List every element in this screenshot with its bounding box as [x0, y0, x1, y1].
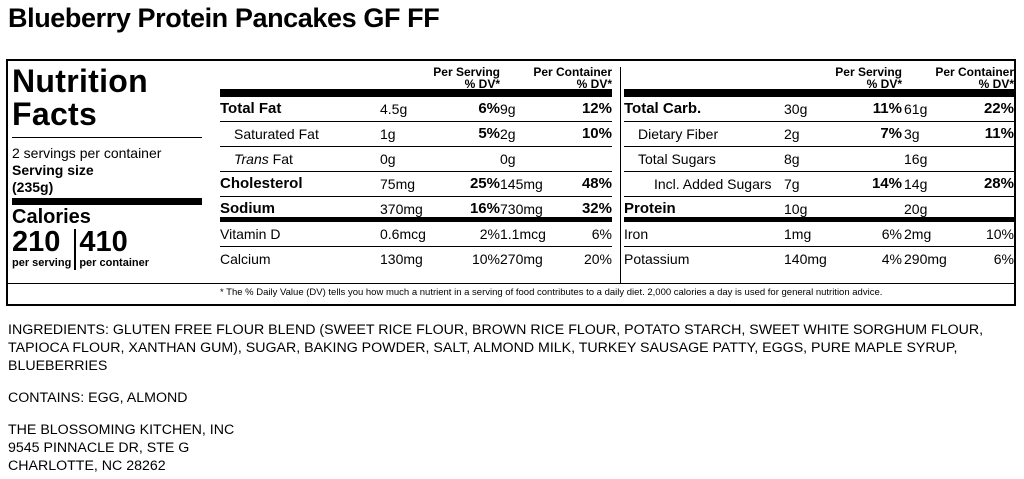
nutrition-facts-heading — [12, 65, 202, 131]
amount-per-container: 16g — [904, 151, 928, 167]
nutrient-name: Vitamin D — [220, 226, 281, 242]
dv-per-container: 6% — [591, 226, 612, 242]
amount-per-container: 270mg — [500, 251, 543, 267]
nutrient-row — [624, 197, 1014, 222]
dv-per-serving: 5% — [478, 125, 500, 142]
amount-per-serving: 10g — [784, 201, 808, 217]
nutrient-name: Trans Fat — [234, 151, 293, 167]
calories-per-container-col — [74, 226, 152, 270]
nutrient-row — [624, 247, 1014, 272]
nutrient-name: Dietary Fiber — [638, 126, 719, 142]
dv-per-serving: 14% — [871, 175, 902, 192]
calories-label: Calories — [12, 206, 91, 228]
amount-per-container: 1.1mcg — [500, 226, 546, 242]
dv-per-container: 22% — [983, 100, 1014, 117]
dv-per-container: 6% — [993, 251, 1014, 267]
nutrient-name: Sodium — [220, 200, 275, 217]
nutrient-row — [220, 247, 612, 272]
nutrient-row — [220, 222, 612, 247]
heading-line-1: Nutrition — [12, 63, 148, 99]
dv-per-container: 28% — [983, 175, 1014, 192]
address-line-1: 9545 PINNACLE DR, STE G — [8, 440, 190, 456]
allergen-statement: CONTAINS: EGG, ALMOND — [8, 390, 188, 406]
amount-per-container: 61g — [904, 101, 928, 117]
amount-per-serving: 30g — [784, 101, 808, 117]
nutrient-row — [624, 172, 1014, 197]
nutrient-row — [220, 197, 612, 222]
dv-per-container: 11% — [984, 125, 1014, 142]
nutrient-name: Total Carb. — [624, 100, 702, 117]
per-container-label: per container — [79, 257, 149, 269]
ingredients-text: INGREDIENTS: GLUTEN FREE FLOUR BLEND (SWEET RICE FLOUR, BROWN RICE FLOUR, POTATO STARCH, SWEET WHITE SORGHUM FLOUR, TAPIOCA FLOUR, XANTHAN GUM), SUGAR, BAKING POWDER, SALT, ALMOND MILK, TURKEY SAUSAGE PATTY, EGGS, PURE MAPLE SYRUP, BLUEBERRIES — [8, 322, 984, 374]
dv-per-serving: 25% — [469, 175, 500, 192]
dv-per-container: 32% — [581, 200, 612, 217]
amount-per-container: 14g — [904, 176, 928, 192]
product-title: Blueberry Protein Pancakes GF FF — [8, 3, 440, 33]
dv-per-serving: 6% — [478, 100, 500, 117]
amount-per-serving: 2g — [784, 126, 800, 142]
nutrient-row — [624, 122, 1014, 147]
divider-thick — [12, 198, 202, 205]
nutrient-name: Total Sugars — [638, 151, 716, 167]
amount-per-serving: 7g — [784, 176, 800, 192]
per-serving-label: per serving — [12, 257, 72, 269]
nutrient-table-right — [624, 66, 1014, 272]
servings-per-container: 2 servings per container — [12, 145, 162, 161]
serving-size-value: (235g) — [12, 179, 54, 195]
amount-per-container: 0g — [500, 151, 516, 167]
dv-per-container: 12% — [581, 100, 612, 117]
amount-per-serving: 8g — [784, 151, 800, 167]
nutrient-name: Incl. Added Sugars — [654, 176, 772, 192]
amount-per-serving: 370mg — [380, 201, 423, 217]
nutrition-label — [6, 59, 1016, 306]
nutrient-name: Potassium — [624, 251, 690, 267]
nutrient-row — [624, 147, 1014, 172]
calories-values — [12, 226, 202, 270]
serving-size-label: Serving size — [12, 162, 94, 178]
header-per-container: Per Container % DV* — [935, 65, 1014, 91]
nutrient-row — [220, 172, 612, 197]
calories-per-serving: 210 — [12, 226, 61, 258]
dv-per-serving: 6% — [881, 226, 902, 242]
header-per-serving: Per Serving % DV* — [835, 65, 902, 91]
calories-per-container: 410 — [79, 226, 128, 258]
nutrient-name: Protein — [624, 200, 676, 217]
nutrient-name: Calcium — [220, 251, 271, 267]
nutrient-name: Iron — [624, 226, 649, 242]
nutrient-name: Cholesterol — [220, 175, 303, 192]
amount-per-serving: 0.6mcg — [380, 226, 426, 242]
nutrient-row — [624, 222, 1014, 247]
dv-footnote: * The % Daily Value (DV) tells you how much a nutrient in a serving of food contributes to a daily diet. 2,000 calories a day is used for general nutrition advice. — [8, 283, 1014, 302]
amount-per-container: 20g — [904, 201, 928, 217]
amount-per-serving: 4.5g — [380, 101, 408, 117]
amount-per-serving: 1g — [380, 126, 396, 142]
nutrient-row — [220, 122, 612, 147]
table-header — [220, 66, 612, 97]
dv-per-container: 10% — [581, 125, 612, 142]
amount-per-container: 290mg — [904, 251, 947, 267]
dv-per-serving: 2% — [479, 226, 500, 242]
dv-per-container: 10% — [985, 226, 1014, 242]
dv-per-serving: 16% — [469, 200, 500, 217]
header-per-container: Per Container % DV* — [533, 65, 612, 91]
dv-per-serving: 11% — [872, 100, 902, 117]
address-line-2: CHARLOTTE, NC 28262 — [8, 458, 166, 474]
header-per-serving: Per Serving % DV* — [433, 65, 500, 91]
nutrient-row — [220, 147, 612, 172]
amount-per-container: 145mg — [500, 176, 543, 192]
nutrient-name: Total Fat — [220, 100, 282, 117]
amount-per-serving: 140mg — [784, 251, 827, 267]
amount-per-serving: 75mg — [380, 176, 416, 192]
amount-per-container: 9g — [500, 101, 516, 117]
column-divider — [620, 67, 621, 283]
amount-per-container: 3g — [904, 126, 920, 142]
dv-per-container: 20% — [583, 251, 612, 267]
dv-per-serving: 4% — [881, 251, 902, 267]
company-address — [8, 421, 1020, 475]
dv-per-serving: 7% — [880, 125, 902, 142]
dv-per-container: 48% — [581, 175, 612, 192]
nutrient-row — [220, 97, 612, 122]
amount-per-serving: 130mg — [380, 251, 423, 267]
amount-per-container: 2g — [500, 126, 516, 142]
dv-per-serving: 10% — [471, 251, 500, 267]
nutrient-row — [624, 97, 1014, 122]
divider — [12, 137, 202, 138]
amount-per-serving: 0g — [380, 151, 396, 167]
amount-per-serving: 1mg — [784, 226, 812, 242]
company-name: THE BLOSSOMING KITCHEN, INC — [8, 422, 235, 438]
amount-per-container: 2mg — [904, 226, 932, 242]
nutrient-table-left — [220, 66, 612, 272]
table-header — [624, 66, 1014, 97]
heading-line-2: Facts — [12, 96, 98, 132]
nutrient-name: Saturated Fat — [234, 126, 319, 142]
label-summary — [12, 65, 202, 270]
amount-per-container: 730mg — [500, 201, 543, 217]
calories-per-serving-col — [12, 226, 74, 270]
